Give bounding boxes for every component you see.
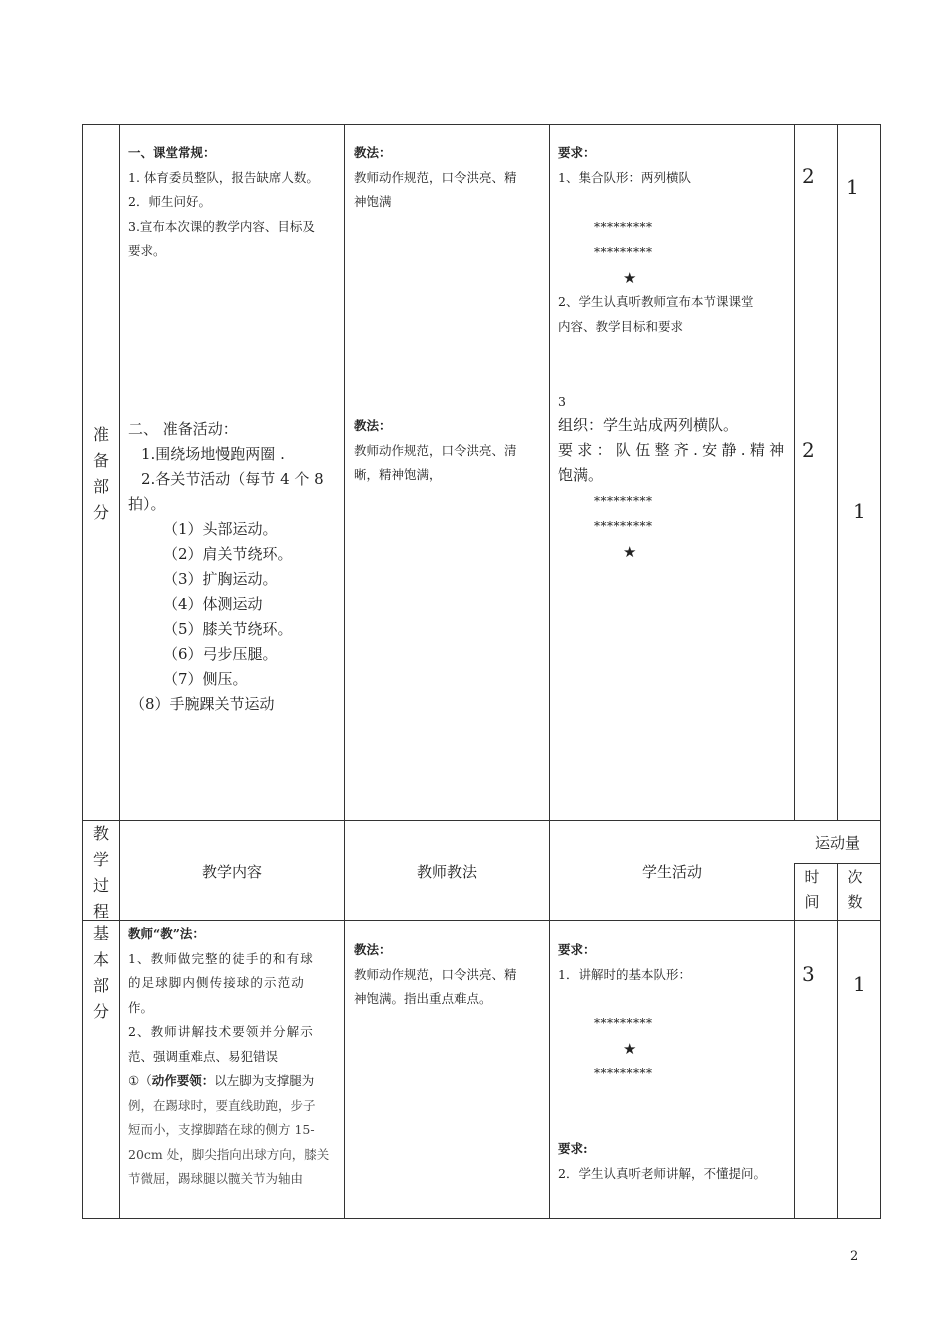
formation-row: ********* bbox=[594, 1016, 653, 1030]
warmup-item: （7）侧压。 bbox=[163, 670, 248, 688]
basic-activity-req: 要求: 2．学生认真听老师讲解，不懂提问。 bbox=[558, 1137, 790, 1186]
prep-count-2: 1 bbox=[853, 499, 866, 523]
formation-row: ********* bbox=[594, 494, 653, 508]
header-content: 教学内容 bbox=[201, 863, 262, 881]
routine-item: 1. 体育委员整队，报告缺席人数。 bbox=[128, 169, 319, 185]
warmup-item: （1）头部运动。 bbox=[163, 520, 278, 538]
col-divider-5a bbox=[837, 124, 838, 821]
requirement-title: 要求: bbox=[558, 1141, 588, 1156]
header-activity: 学生活动 bbox=[641, 863, 702, 881]
warmup-item: （8）手腕踝关节运动 bbox=[130, 695, 275, 713]
basic-section-label: 基 本 部 分 bbox=[92, 924, 109, 1021]
teacher-star-icon: ★ bbox=[623, 269, 637, 287]
basic-method: 教法： 教师动作规范，口令洪亮、精 神饱满。指出重点难点。 bbox=[354, 938, 546, 1012]
header-time: 时 间 bbox=[804, 868, 820, 911]
warmup-item: （6）弓步压腿。 bbox=[163, 645, 278, 663]
prep-activity-1: 要求： 1、集合队形：两列横队 bbox=[558, 141, 790, 190]
warmup-title: 二、 准备活动： bbox=[128, 420, 238, 438]
method-title: 教法： bbox=[354, 418, 392, 433]
col-divider-4a bbox=[794, 124, 795, 821]
formation-row: ********* bbox=[594, 245, 653, 259]
col-divider-5b bbox=[837, 863, 838, 1219]
method-title: 教法： bbox=[354, 942, 392, 957]
row-divider-header-top bbox=[82, 820, 881, 821]
prep-count-1: 1 bbox=[846, 175, 859, 199]
prep-routine-content bbox=[128, 141, 340, 264]
header-count: 次 数 bbox=[847, 868, 863, 911]
method-title: 教法： bbox=[354, 145, 392, 160]
col-divider-3 bbox=[549, 124, 550, 1219]
formation-row: ********* bbox=[594, 1066, 653, 1080]
teacher-star-icon: ★ bbox=[623, 1040, 637, 1058]
prep-activity-2: 组织：学生站成两列横队。 要求：队伍整齐.安静.精神 饱满。 bbox=[558, 416, 789, 484]
routine-item: 2．师生问好。 bbox=[128, 194, 211, 209]
warmup-item: （3）扩胸运动。 bbox=[163, 570, 278, 588]
col-divider-2 bbox=[344, 124, 345, 1219]
row-divider-header-bottom bbox=[82, 920, 881, 921]
table-border-right bbox=[880, 124, 881, 1219]
prep-section-label: 准 备 部 分 bbox=[92, 425, 109, 522]
col-divider-1 bbox=[119, 124, 120, 1219]
requirement-title: 要求： bbox=[558, 942, 596, 957]
header-method: 教师教法 bbox=[416, 863, 477, 881]
basic-activity: 要求： 1．讲解时的基本队形： bbox=[558, 938, 790, 987]
prep-time-2: 2 bbox=[802, 438, 815, 462]
teacher-star-icon: ★ bbox=[623, 543, 637, 561]
table-border-bottom bbox=[82, 1218, 881, 1219]
prep-activity-1-req: 2、学生认真听教师宣布本节课课堂 内容、教学目标和要求 bbox=[558, 294, 754, 334]
header-load: 运动量 bbox=[814, 834, 860, 852]
routine-item: 3.宣布本次课的教学内容、目标及 bbox=[128, 218, 315, 234]
prep-time-1: 2 bbox=[802, 164, 815, 188]
prep-method-1: 教法： 教师动作规范，口令洪亮、精 神饱满 bbox=[354, 141, 546, 215]
routine-title: 一、课堂常规： bbox=[128, 145, 216, 160]
formation-row: ********* bbox=[594, 519, 653, 533]
page-number: 2 bbox=[850, 1249, 859, 1264]
basic-time: 3 bbox=[802, 962, 815, 986]
formation-row: ********* bbox=[594, 220, 653, 234]
warmup-item: （2）肩关节绕环。 bbox=[163, 545, 293, 563]
prep-activity-2-number: 3 bbox=[558, 394, 566, 409]
table-border-left bbox=[82, 124, 83, 1219]
prep-method-2: 教法： 教师动作规范，口令洪亮、清 晰，精神饱满， bbox=[354, 414, 546, 488]
table-border-top bbox=[82, 124, 881, 125]
key-points-line: ①（动作要领：以左脚为支撑腿为 bbox=[128, 1073, 315, 1088]
warmup-item: （5）膝关节绕环。 bbox=[163, 620, 293, 638]
col-divider-4b bbox=[794, 863, 795, 1219]
routine-item: 要求。 bbox=[128, 243, 166, 258]
basic-count: 1 bbox=[853, 972, 866, 996]
basic-content: 教师“教”法： 1、教师做完整的徒手的和有球 的足球脚内侧传接球的示范动 作。 2、教师讲解技术要领并分解示 范、强调重难点、易犯错误 ①（动作要领：以左脚为支撑腿为 例，在踢球时，要直线助跑，步子 短而小，支撑脚踏在球的侧方 15- 20cm 处，脚尖指向出球方向，膝关 节微屈，踢球腿以髋关节为轴由 bbox=[128, 922, 340, 1192]
teaching-method-title: 教师“教”法： bbox=[128, 926, 205, 941]
process-label: 教 学 过 程 bbox=[92, 824, 109, 921]
requirement-title: 要求： bbox=[558, 145, 596, 160]
prep-warmup-content: 二、 准备活动： 1.围绕场地慢跑两圈 . 2.各关节活动（每节 4 个 8 拍）。 （1）头部运动。 （2）肩关节绕环。 （3）扩胸运动。 （4）体测运动 （5）膝关节绕环。 （6）弓步压腿。 （7）侧压。 （8）手腕踝关节运动 bbox=[128, 417, 340, 717]
warmup-item: （4）体测运动 bbox=[163, 595, 263, 613]
